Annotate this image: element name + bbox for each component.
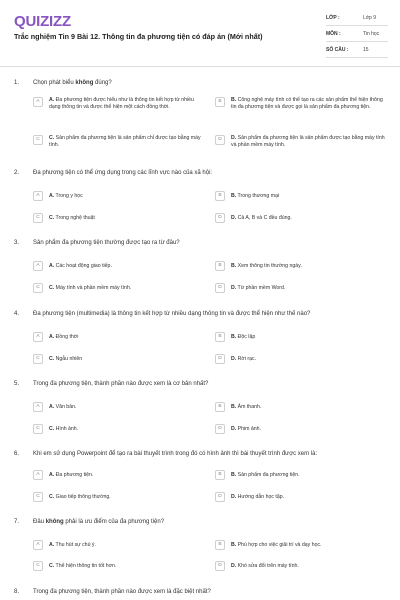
option-text: D. Khó sửa đổi trên máy tính. xyxy=(231,563,299,569)
option-text: D. Cả A, B và C đều đúng. xyxy=(231,215,292,221)
option-badge: C xyxy=(33,213,43,223)
option-text: A. Đồng thời xyxy=(49,334,79,340)
question-text: Đa phương tiện (multimedia) là thông tin kết hợp từ nhiều dạng thông tin và được thể hiện như thế nào? xyxy=(33,311,311,317)
option-badge: C xyxy=(33,135,43,145)
question-number: 7. xyxy=(14,519,20,525)
option-badge: D xyxy=(215,213,225,223)
option-text: C. Giao tiếp thông thường. xyxy=(49,494,111,500)
option-text: B. Sản phẩm đa phương tiện. xyxy=(231,472,300,478)
worksheet-title: Trắc nghiệm Tin 9 Bài 12. Thông tin đa phương tiện có đáp án (Mới nhất) xyxy=(14,32,263,41)
question-number: 8. xyxy=(14,589,20,595)
option-badge: A xyxy=(33,470,43,480)
option-text: A. Đa phương tiện được hiểu như là thông tin kết hợp từ nhiều dạng thông tin và được thể hiện một cách đồng thời. xyxy=(49,97,194,110)
option-badge: B xyxy=(215,540,225,550)
worksheet-header xyxy=(0,0,400,66)
option-text: B. Trong thương mại xyxy=(231,193,280,199)
option-badge: D xyxy=(215,561,225,571)
question-number: 1. xyxy=(14,80,20,86)
option-text: B. Âm thanh. xyxy=(231,404,262,410)
option-badge: B xyxy=(215,97,225,107)
option-badge: A xyxy=(33,540,43,550)
option-badge: A xyxy=(33,332,43,342)
question-number: 5. xyxy=(14,381,20,387)
option-badge: B xyxy=(215,332,225,342)
option-badge: D xyxy=(215,492,225,502)
option-text: C. Sản phẩm đa phương tiện là sản phẩm chỉ được tạo bằng máy tính. xyxy=(49,135,201,148)
option-badge: A xyxy=(33,97,43,107)
option-badge: A xyxy=(33,402,43,412)
question-text: Trong đa phương tiện, thành phần nào được xem là cơ bản nhất? xyxy=(33,381,209,387)
meta-row-count xyxy=(326,44,388,58)
option-text: A. Thu hút sự chú ý. xyxy=(49,542,96,548)
option-badge: B xyxy=(215,191,225,201)
question-text: Trong đa phương tiện, thành phần nào được xem là đặc biệt nhất? xyxy=(33,589,211,595)
option-text: C. Trong nghệ thuật xyxy=(49,215,95,221)
option-badge: C xyxy=(33,354,43,364)
option-badge: C xyxy=(33,283,43,293)
option-text: D. Từ phần mềm Word. xyxy=(231,285,286,291)
option-text: A. Các hoạt động giao tiếp. xyxy=(49,263,112,269)
question-text: Đa phương tiện có thể ứng dụng trong các lĩnh vực nào của xã hội: xyxy=(33,170,213,176)
quizizz-logo: QUIZIZZ xyxy=(14,13,71,30)
option-badge: A xyxy=(33,191,43,201)
meta-key: LỚP : xyxy=(326,15,340,21)
option-text: C. Thể hiện thông tin tốt hơn. xyxy=(49,563,117,569)
option-text: D. Sản phẩm đa phương tiện là sản phẩm được tạo bằng máy tính và phần mềm máy tính. xyxy=(231,135,385,148)
meta-key: SỐ CÂU : xyxy=(326,47,349,53)
option-badge: C xyxy=(33,561,43,571)
option-badge: B xyxy=(215,261,225,271)
option-badge: C xyxy=(33,492,43,502)
question-number: 3. xyxy=(14,240,20,246)
header-divider xyxy=(0,66,400,67)
question-number: 2. xyxy=(14,170,20,176)
option-badge: D xyxy=(215,135,225,145)
option-badge: A xyxy=(33,261,43,271)
option-text: B. Xem thông tin thường ngày. xyxy=(231,263,302,269)
option-text: D. Hướng dẫn học tập. xyxy=(231,494,285,500)
option-text: A. Trong y học xyxy=(49,193,83,199)
question-text: Đâu không phải là ưu điểm của đa phương tiện? xyxy=(33,519,165,525)
option-text: C. Hình ảnh. xyxy=(49,426,79,432)
meta-value: Tin học xyxy=(363,31,380,37)
option-text: D. Phim ảnh. xyxy=(231,426,261,432)
question-number: 4. xyxy=(14,311,20,317)
option-text: C. Máy tính và phần mềm máy tính. xyxy=(49,285,132,291)
option-badge: B xyxy=(215,470,225,480)
meta-value: Lớp 9 xyxy=(363,15,377,21)
meta-row-subject xyxy=(326,28,388,42)
option-badge: D xyxy=(215,424,225,434)
option-text: B. Công nghệ máy tính có thể tạo ra các sản phẩm thể hiện thông tin đa phương tiện và được gọi là sản phẩm đa phương tiện. xyxy=(231,97,383,110)
question-text: Khi em sử dụng Powerpoint để tạo ra bài thuyết trình trong đó có hình ảnh thì bài thuyết trình được xem là: xyxy=(33,451,318,457)
meta-key: MÔN : xyxy=(326,31,341,37)
question-number: 6. xyxy=(14,451,20,457)
option-text: B. Phù hợp cho việc giải trí và dạy học. xyxy=(231,542,322,548)
option-badge: B xyxy=(215,402,225,412)
meta-value: 15 xyxy=(363,47,369,53)
option-text: A. Đa phương tiện. xyxy=(49,472,94,478)
question-text: Sản phẩm đa phương tiện thường được tạo ra từ đâu? xyxy=(33,240,180,246)
option-text: B. Độc lập xyxy=(231,334,256,340)
option-badge: C xyxy=(33,424,43,434)
option-badge: D xyxy=(215,283,225,293)
option-text: A. Văn bản. xyxy=(49,404,77,410)
option-text: C. Ngẫu nhiên xyxy=(49,356,83,362)
option-text: D. Rời rạc. xyxy=(231,356,257,362)
meta-row-class xyxy=(326,12,388,26)
option-badge: D xyxy=(215,354,225,364)
question-text: Chọn phát biểu không đúng? xyxy=(33,80,112,86)
